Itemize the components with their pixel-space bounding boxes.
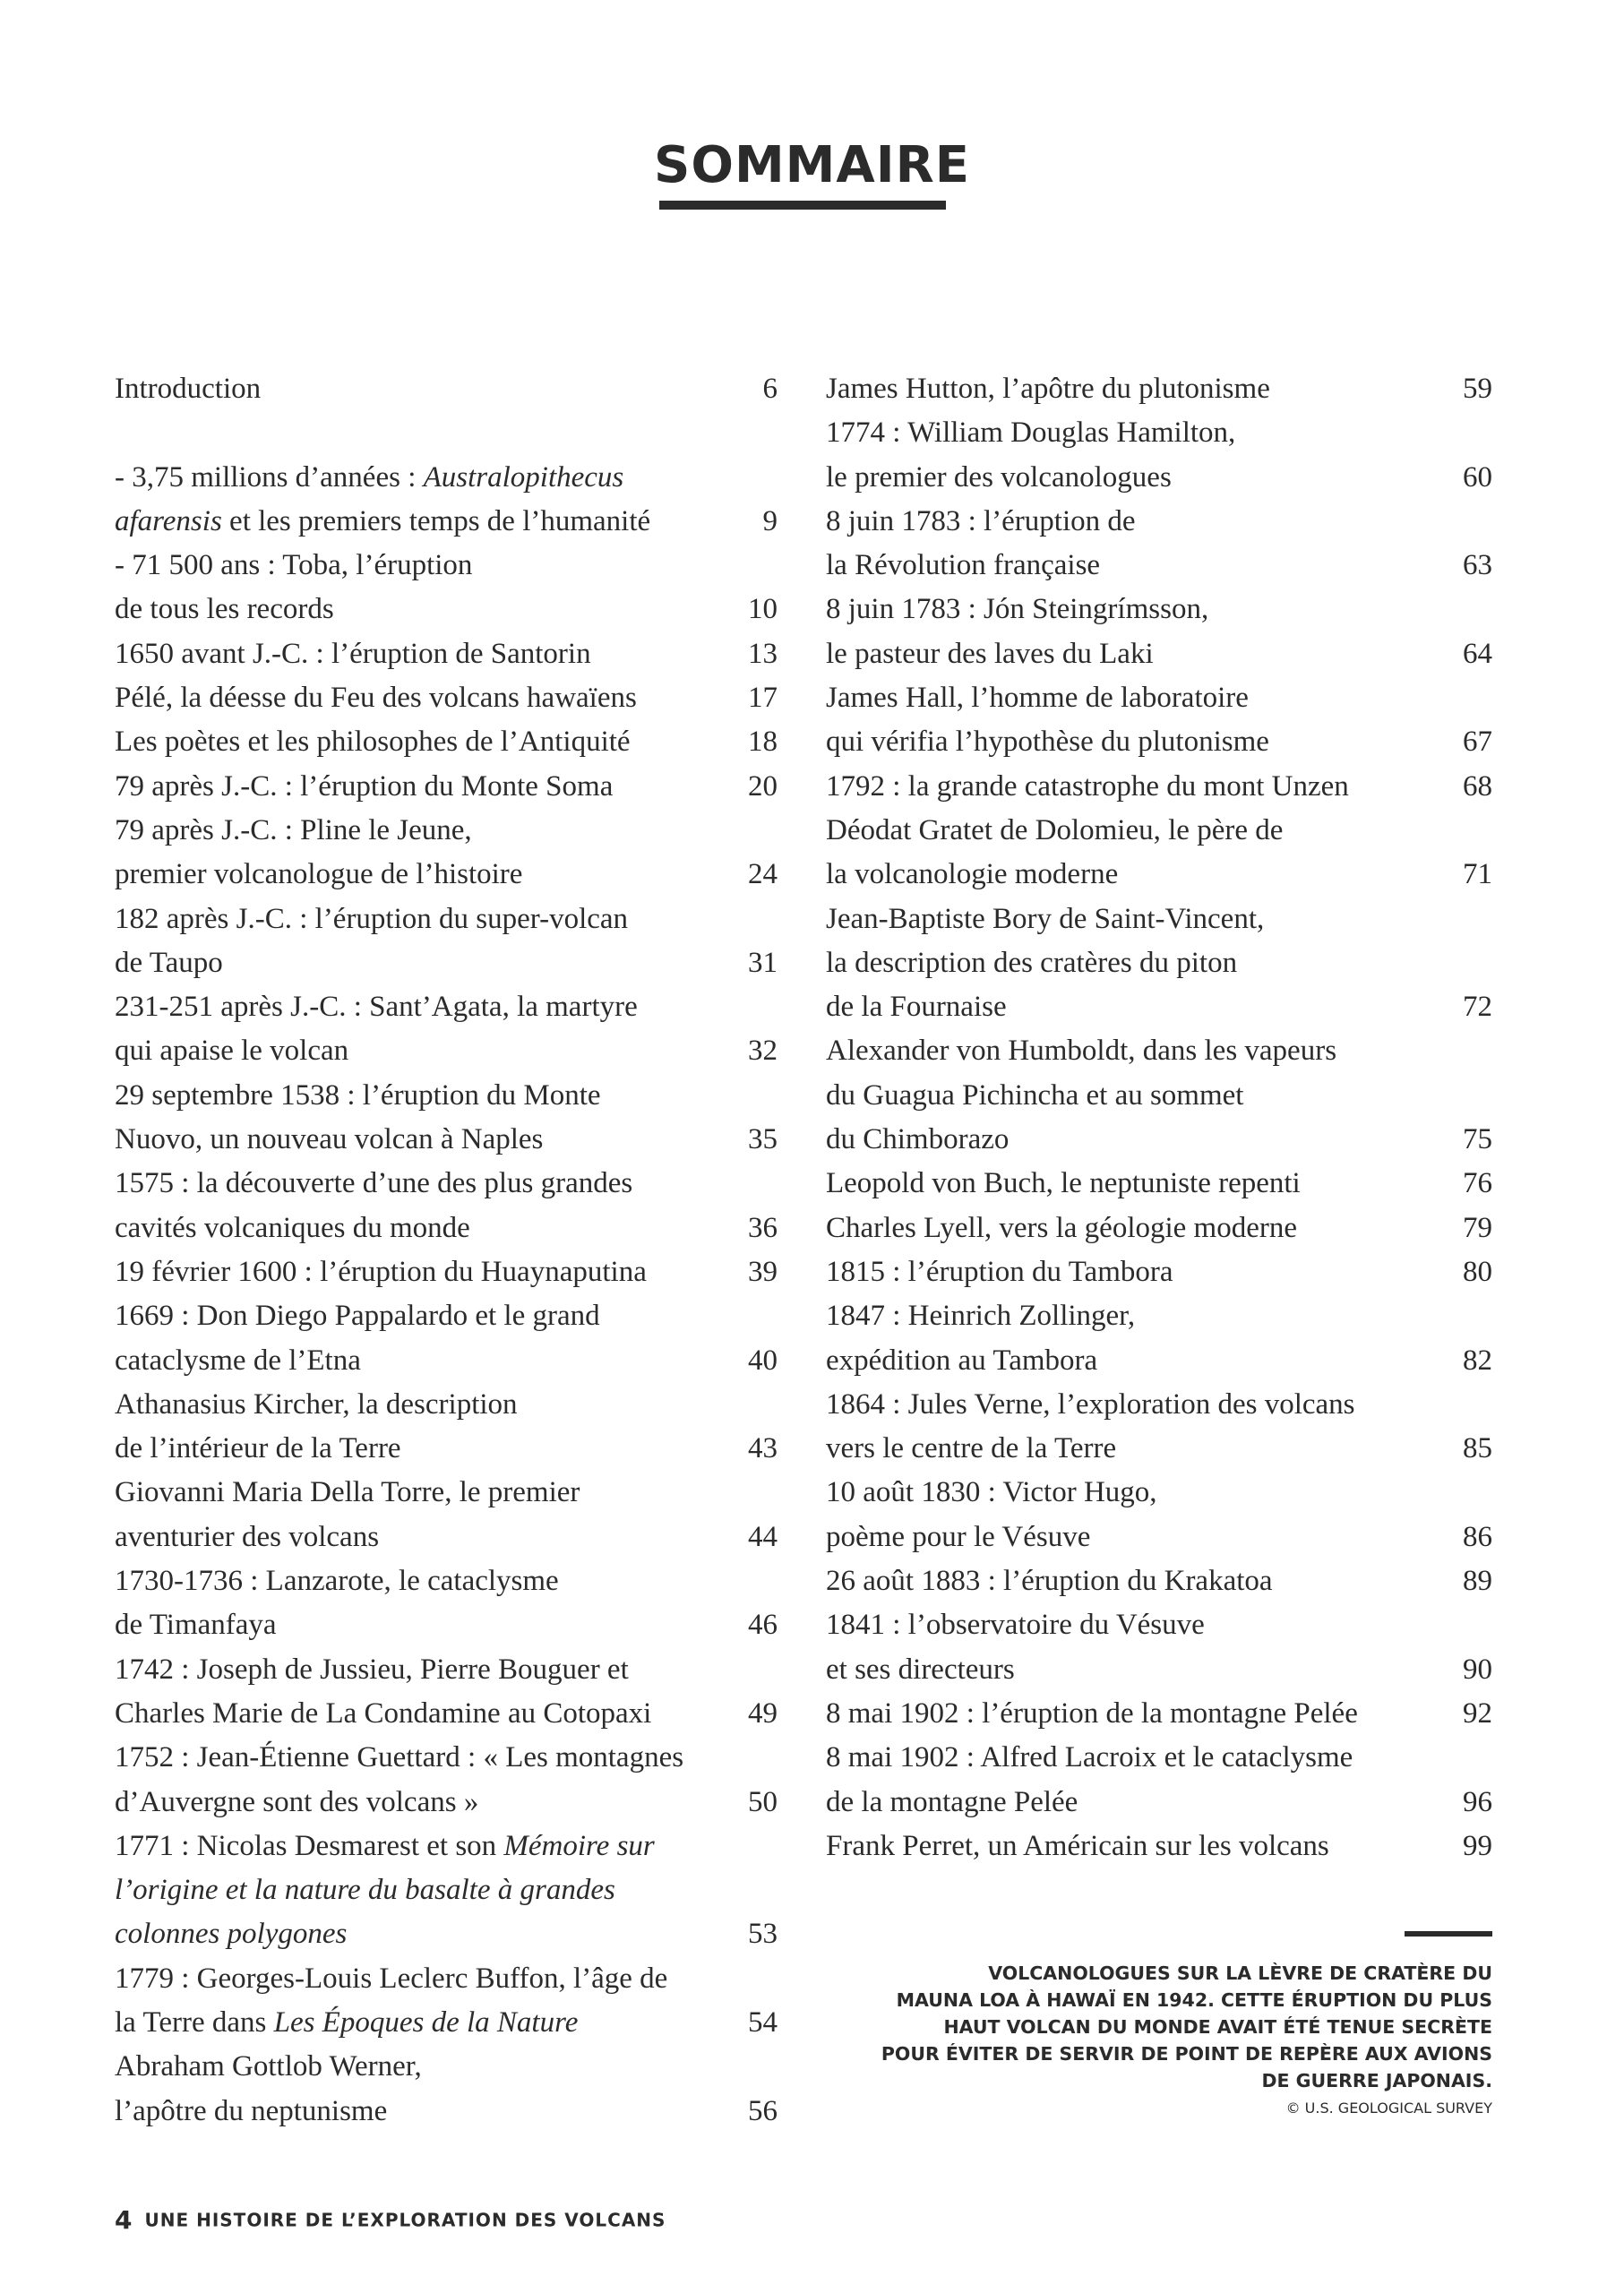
toc-entry-line	[826, 1471, 1492, 1515]
toc-entry-text: 29 septembre 1538 : l’éruption du Monte	[115, 1078, 601, 1112]
toc-entry-text: le pasteur des laves du Laki	[826, 637, 1154, 670]
toc-entry-text: 182 après J.-C. : l’éruption du super-volcan	[115, 902, 629, 935]
toc-entry	[826, 1162, 1492, 1206]
toc-entry-text: 1742 : Joseph de Jussieu, Pierre Bouguer et	[115, 1653, 629, 1686]
caption-line: POUR ÉVITER DE SERVIR DE POINT DE REPÈRE AUX AVIONS	[881, 2043, 1492, 2065]
toc-entry-line	[115, 1825, 778, 1868]
toc-entry-text: 1669 : Don Diego Pappalardo et le grand	[115, 1300, 600, 1333]
toc-entry-line	[115, 2045, 778, 2089]
toc-entry-italic-text: l’origine et la nature du basalte à grandes	[115, 1874, 615, 1907]
toc-entry-line	[115, 588, 778, 631]
toc-entry-line	[115, 2090, 778, 2134]
toc-entry-text: 10 août 1830 : Victor Hugo,	[826, 1476, 1157, 1509]
toc-entry-line	[115, 1471, 778, 1515]
toc-entry-line	[115, 1781, 778, 1825]
toc-entry	[826, 1294, 1492, 1383]
toc-entry-line	[115, 1029, 778, 1073]
toc-entry-text: Introduction	[115, 373, 262, 405]
toc-entry-text: 8 juin 1783 : l’éruption de	[826, 504, 1136, 537]
toc-page-number: 31	[748, 946, 778, 979]
toc-entry-italic-text: Mémoire sur	[503, 1829, 655, 1862]
toc-page-number: 36	[748, 1211, 778, 1244]
toc-entry	[826, 1029, 1492, 1162]
toc-page-number: 6	[762, 373, 778, 405]
toc-page-number: 76	[1463, 1167, 1492, 1200]
caption-line: MAUNA LOA À HAWAÏ EN 1942. CETTE ÉRUPTION DU PLUS	[896, 1989, 1492, 2011]
toc-page-number: 67	[1463, 726, 1492, 759]
toc-entry-line	[115, 1162, 778, 1206]
toc-page-number: 35	[748, 1123, 778, 1156]
toc-entry-line	[826, 809, 1492, 853]
toc-page-number: 13	[748, 637, 778, 670]
toc-entry-text: du Chimborazo	[826, 1123, 1010, 1156]
toc-entry-line	[115, 809, 778, 853]
toc-entry-line	[115, 1516, 778, 1559]
toc-entry	[115, 765, 778, 809]
toc-page-number: 75	[1463, 1123, 1492, 1156]
toc-entry-text: expédition au Tambora	[826, 1344, 1098, 1377]
toc-page-number: 39	[748, 1255, 778, 1288]
toc-page-number: 68	[1463, 769, 1492, 803]
title-underline	[659, 201, 946, 210]
toc-entry	[826, 1207, 1492, 1250]
toc-entry-text: 1730-1736 : Lanzarote, le cataclysme	[115, 1565, 559, 1598]
toc-page-number: 9	[762, 504, 778, 537]
toc-entry-text: James Hall, l’homme de laboratoire	[826, 682, 1249, 715]
toc-entry-line	[115, 367, 778, 411]
toc-entry-text: et les premiers temps de l’humanité	[221, 504, 651, 537]
toc-entry-line	[826, 1736, 1492, 1780]
toc-page-number: 86	[1463, 1520, 1492, 1553]
toc-page-number: 18	[748, 726, 778, 759]
toc-entry-text: 1752 : Jean-Étienne Guettard : « Les montagnes	[115, 1741, 684, 1774]
caption-rule	[1405, 1931, 1492, 1937]
toc-entry-line	[115, 456, 778, 500]
toc-entry-text: - 71 500 ans : Toba, l’éruption	[115, 549, 473, 582]
toc-entry	[115, 1471, 778, 1559]
toc-entry-text: cavités volcaniques du monde	[115, 1211, 470, 1244]
toc-entry-text: de Taupo	[115, 946, 223, 979]
toc-entry-italic-text: Les Époques de la Nature	[273, 2005, 579, 2039]
toc-page-number: 40	[748, 1344, 778, 1377]
toc-entry-line	[826, 500, 1492, 544]
toc-page-number: 80	[1463, 1255, 1492, 1288]
toc-entry	[826, 809, 1492, 897]
toc-entry-line	[115, 1559, 778, 1603]
toc-entry-text: Abraham Gottlob Werner,	[115, 2050, 422, 2083]
toc-entry	[826, 1250, 1492, 1294]
toc-page-number: 90	[1463, 1653, 1492, 1686]
toc-entry	[115, 720, 778, 764]
toc-entry-text: - 3,75 millions d’années :	[115, 460, 424, 494]
toc-entry-line	[115, 1074, 778, 1118]
toc-entry-line	[115, 544, 778, 588]
toc-entry	[115, 2045, 778, 2134]
toc-page-number: 85	[1463, 1432, 1492, 1465]
toc-entry	[115, 1648, 778, 1737]
toc-entry-line	[115, 1868, 778, 1912]
toc-entry-line	[826, 1162, 1492, 1206]
toc-entry-text: 79 après J.-C. : Pline le Jeune,	[115, 813, 472, 846]
toc-entry-line	[115, 632, 778, 676]
toc-entry-line	[115, 853, 778, 897]
toc-entry	[826, 367, 1492, 411]
toc-page-number: 71	[1463, 858, 1492, 891]
toc-entry	[826, 765, 1492, 809]
toc-entry	[826, 1559, 1492, 1603]
toc-entry-line	[826, 720, 1492, 764]
toc-entry-text: 1774 : William Douglas Hamilton,	[826, 417, 1236, 450]
toc-entry-text: James Hutton, l’apôtre du plutonisme	[826, 373, 1270, 405]
toc-entry-text: Jean-Baptiste Bory de Saint-Vincent,	[826, 902, 1265, 935]
toc-entry	[115, 1825, 778, 1957]
toc-entry-italic-text: colonnes polygones	[115, 1918, 348, 1951]
toc-entry	[826, 1383, 1492, 1472]
toc-entry-text: de tous les records	[115, 593, 334, 626]
toc-entry	[115, 1074, 778, 1163]
toc-entry-text: qui apaise le volcan	[115, 1035, 349, 1068]
toc-entry-line	[826, 1516, 1492, 1559]
toc-entry-italic-text: Australopithecus	[423, 460, 624, 494]
toc-page-number: 43	[748, 1432, 778, 1465]
toc-entry-text: Les poètes et les philosophes de l’Antiquité	[115, 726, 631, 759]
toc-entry	[115, 1162, 778, 1250]
toc-page-number: 63	[1463, 549, 1492, 582]
toc-entry-line	[826, 985, 1492, 1029]
toc-entry	[115, 676, 778, 720]
toc-entry	[115, 897, 778, 986]
caption-line: VOLCANOLOGUES SUR LA LÈVRE DE CRATÈRE DU	[988, 1962, 1492, 1984]
toc-page-number: 59	[1463, 373, 1492, 405]
toc-entry-line	[115, 1427, 778, 1471]
toc-entry-text: cataclysme de l’Etna	[115, 1344, 361, 1377]
toc-entry-line	[826, 897, 1492, 941]
toc-entry	[115, 456, 778, 545]
toc-entry	[115, 1383, 778, 1472]
toc-entry-text: de Timanfaya	[115, 1609, 277, 1642]
toc-page-number: 24	[748, 858, 778, 891]
toc-entry-line	[826, 456, 1492, 500]
caption-line: DE GUERRE JAPONAIS.	[1261, 2070, 1492, 2091]
toc-entry-line	[115, 1603, 778, 1647]
toc-entry-line	[115, 676, 778, 720]
footer-book-title: UNE HISTOIRE DE L’EXPLORATION DES VOLCANS	[144, 2209, 666, 2231]
toc-entry	[826, 676, 1492, 765]
toc-entry-text: le premier des volcanologues	[826, 460, 1172, 494]
page-footer	[115, 2205, 666, 2235]
toc-entry-line	[826, 411, 1492, 455]
toc-entry-text: 1847 : Heinrich Zollinger,	[826, 1300, 1136, 1333]
toc-entry	[115, 1957, 778, 2046]
toc-entry	[826, 500, 1492, 588]
toc-entry-line	[826, 1339, 1492, 1383]
toc-entry-text: et ses directeurs	[826, 1653, 1015, 1686]
toc-entry-line	[115, 1250, 778, 1294]
toc-entry-line	[826, 1118, 1492, 1162]
toc-entry-text: Frank Perret, un Américain sur les volcans	[826, 1829, 1329, 1862]
toc-entry-line	[826, 1427, 1492, 1471]
toc-entry-text: 1864 : Jules Verne, l’exploration des volcans	[826, 1387, 1355, 1421]
toc-entry-text: Déodat Gratet de Dolomieu, le père de	[826, 813, 1284, 846]
toc-page-number: 60	[1463, 460, 1492, 494]
toc-entry-text: 26 août 1883 : l’éruption du Krakatoa	[826, 1565, 1273, 1598]
toc-entry	[115, 1736, 778, 1825]
toc-entry-text: du Guagua Pichincha et au sommet	[826, 1078, 1244, 1112]
page-title: SOMMAIRE	[654, 136, 970, 194]
toc-page-number: 50	[748, 1785, 778, 1818]
toc-entry	[115, 544, 778, 632]
toc-entry-text: de la Fournaise	[826, 991, 1007, 1024]
toc-entry-line	[826, 1294, 1492, 1338]
toc-entry-line	[115, 1957, 778, 2001]
toc-entry-text: Athanasius Kircher, la description	[115, 1387, 518, 1421]
toc-page-number: 92	[1463, 1696, 1492, 1730]
toc-entry-text: l’apôtre du neptunisme	[115, 2094, 388, 2127]
toc-entry-italic-text: afarensis	[115, 504, 222, 537]
toc-page-number: 46	[748, 1609, 778, 1642]
toc-entry	[115, 367, 778, 411]
toc-entry-line	[115, 1692, 778, 1736]
footer-page-number: 4	[115, 2205, 133, 2235]
toc-entry-text: la Révolution française	[826, 549, 1101, 582]
toc-entry-text: Nuovo, un nouveau volcan à Naples	[115, 1123, 544, 1156]
toc-entry-text: la Terre dans	[115, 2005, 274, 2039]
photo-caption	[806, 1960, 1492, 2094]
toc-entry-text: poème pour le Vésuve	[826, 1520, 1091, 1553]
toc-entry-line	[826, 588, 1492, 631]
toc-page-number: 20	[748, 769, 778, 803]
toc-entry-line	[115, 985, 778, 1029]
toc-entry	[115, 985, 778, 1074]
toc-entry-line	[115, 765, 778, 809]
toc-entry-text: 1841 : l’observatoire du Vésuve	[826, 1609, 1205, 1642]
toc-entry-line	[115, 500, 778, 544]
toc-entry-line	[115, 1339, 778, 1383]
toc-entry-text: 1575 : la découverte d’une des plus grandes	[115, 1167, 633, 1200]
toc-entry	[826, 411, 1492, 500]
toc-entry-line	[115, 897, 778, 941]
toc-entry-text: 1771 : Nicolas Desmarest et son	[115, 1829, 504, 1862]
toc-entry-line	[826, 1029, 1492, 1073]
toc-page-number: 53	[748, 1918, 778, 1951]
toc-entry	[115, 1294, 778, 1383]
toc-entry-line	[826, 1825, 1492, 1868]
toc-entry-line	[826, 1559, 1492, 1603]
toc-entry	[115, 1250, 778, 1294]
toc-page-number: 10	[748, 593, 778, 626]
toc-entry-line	[115, 1648, 778, 1692]
toc-entry-text: Giovanni Maria Della Torre, le premier	[115, 1476, 580, 1509]
toc-entry-text: Charles Lyell, vers la géologie moderne	[826, 1211, 1298, 1244]
toc-entry-line	[115, 941, 778, 985]
toc-entry-text: 19 février 1600 : l’éruption du Huaynaputina	[115, 1255, 647, 1288]
toc-entry-line	[115, 1912, 778, 1956]
toc-entry-text: Alexander von Humboldt, dans les vapeurs	[826, 1035, 1337, 1068]
toc-page-number: 64	[1463, 637, 1492, 670]
toc-entry	[115, 1559, 778, 1648]
toc-entry-text: 1792 : la grande catastrophe du mont Unzen	[826, 769, 1349, 803]
toc-column-left	[115, 367, 778, 2134]
toc-entry-text: Leopold von Buch, le neptuniste repenti	[826, 1167, 1301, 1200]
toc-entry-text: premier volcanologue de l’histoire	[115, 858, 523, 891]
toc-page-number: 32	[748, 1035, 778, 1068]
toc-entry-line	[826, 941, 1492, 985]
toc-entry-text: 8 juin 1783 : Jón Steingrímsson,	[826, 593, 1209, 626]
toc-page-number: 79	[1463, 1211, 1492, 1244]
toc-entry-line	[115, 1383, 778, 1427]
toc-entry-text: la volcanologie moderne	[826, 858, 1119, 891]
toc-page-number: 44	[748, 1520, 778, 1553]
toc-entry-text: 1815 : l’éruption du Tambora	[826, 1255, 1173, 1288]
toc-entry-line	[115, 720, 778, 764]
toc-column-right	[826, 367, 1492, 1868]
toc-entry-text: Charles Marie de La Condamine au Cotopaxi	[115, 1696, 652, 1730]
toc-page-number: 82	[1463, 1344, 1492, 1377]
toc-entry-text: vers le centre de la Terre	[826, 1432, 1117, 1465]
toc-entry-line	[826, 1383, 1492, 1427]
toc-entry	[826, 1603, 1492, 1692]
toc-entry-line	[826, 765, 1492, 809]
toc-entry-text: 8 mai 1902 : l’éruption de la montagne Pelée	[826, 1696, 1358, 1730]
toc-entry-line	[826, 1207, 1492, 1250]
toc-entry-line	[115, 1118, 778, 1162]
toc-page-number: 56	[748, 2094, 778, 2127]
toc-entry-text: qui vérifia l’hypothèse du plutonisme	[826, 726, 1269, 759]
toc-page-number: 49	[748, 1696, 778, 1730]
toc-page-number: 96	[1463, 1785, 1492, 1818]
toc-entry-text: Pélé, la déesse du Feu des volcans hawaïens	[115, 682, 637, 715]
toc-entry-text: 1650 avant J.-C. : l’éruption de Santorin	[115, 637, 591, 670]
toc-entry-text: 79 après J.-C. : l’éruption du Monte Soma	[115, 769, 614, 803]
toc-entry	[115, 809, 778, 897]
toc-entry-line	[826, 853, 1492, 897]
toc-entry-line	[826, 1648, 1492, 1692]
toc-entry	[826, 1736, 1492, 1825]
toc-entry-line	[115, 1736, 778, 1780]
toc-entry-line	[826, 1074, 1492, 1118]
toc-entry-line	[826, 1250, 1492, 1294]
toc-entry-text: 231-251 après J.-C. : Sant’Agata, la martyre	[115, 991, 638, 1024]
toc-entry	[826, 1692, 1492, 1736]
toc-entry-line	[826, 1603, 1492, 1647]
toc-entry-text: de l’intérieur de la Terre	[115, 1432, 401, 1465]
toc-page-number: 72	[1463, 991, 1492, 1024]
toc-entry	[826, 1471, 1492, 1559]
toc-page-number: 99	[1463, 1829, 1492, 1862]
toc-entry	[826, 588, 1492, 676]
toc-entry-line	[826, 1781, 1492, 1825]
toc-entry-line	[826, 367, 1492, 411]
toc-page-number: 54	[748, 2005, 778, 2039]
toc-entry-line	[826, 1692, 1492, 1736]
toc-entry-text: la description des cratères du piton	[826, 946, 1238, 979]
toc-entry-text: d’Auvergne sont des volcans »	[115, 1785, 479, 1818]
toc-entry-text: 8 mai 1902 : Alfred Lacroix et le cataclysme	[826, 1741, 1353, 1774]
toc-entry-line	[115, 1207, 778, 1250]
photo-credit: © U.S. GEOLOGICAL SURVEY	[1285, 2100, 1492, 2117]
toc-entry	[826, 1825, 1492, 1868]
toc-entry-line	[115, 1294, 778, 1338]
toc-entry	[115, 632, 778, 676]
toc-entry-line	[826, 544, 1492, 588]
toc-entry	[826, 897, 1492, 1030]
toc-page-number: 89	[1463, 1565, 1492, 1598]
toc-entry-text: aventurier des volcans	[115, 1520, 380, 1553]
toc-entry-line	[826, 632, 1492, 676]
toc-entry-line	[115, 2001, 778, 2045]
toc-entry-text: de la montagne Pelée	[826, 1785, 1078, 1818]
toc-page-number: 17	[748, 682, 778, 715]
toc-entry-line	[826, 676, 1492, 720]
caption-line: HAUT VOLCAN DU MONDE AVAIT ÉTÉ TENUE SECRÈTE	[943, 2016, 1492, 2038]
toc-entry-text: 1779 : Georges-Louis Leclerc Buffon, l’âge de	[115, 1962, 668, 1995]
